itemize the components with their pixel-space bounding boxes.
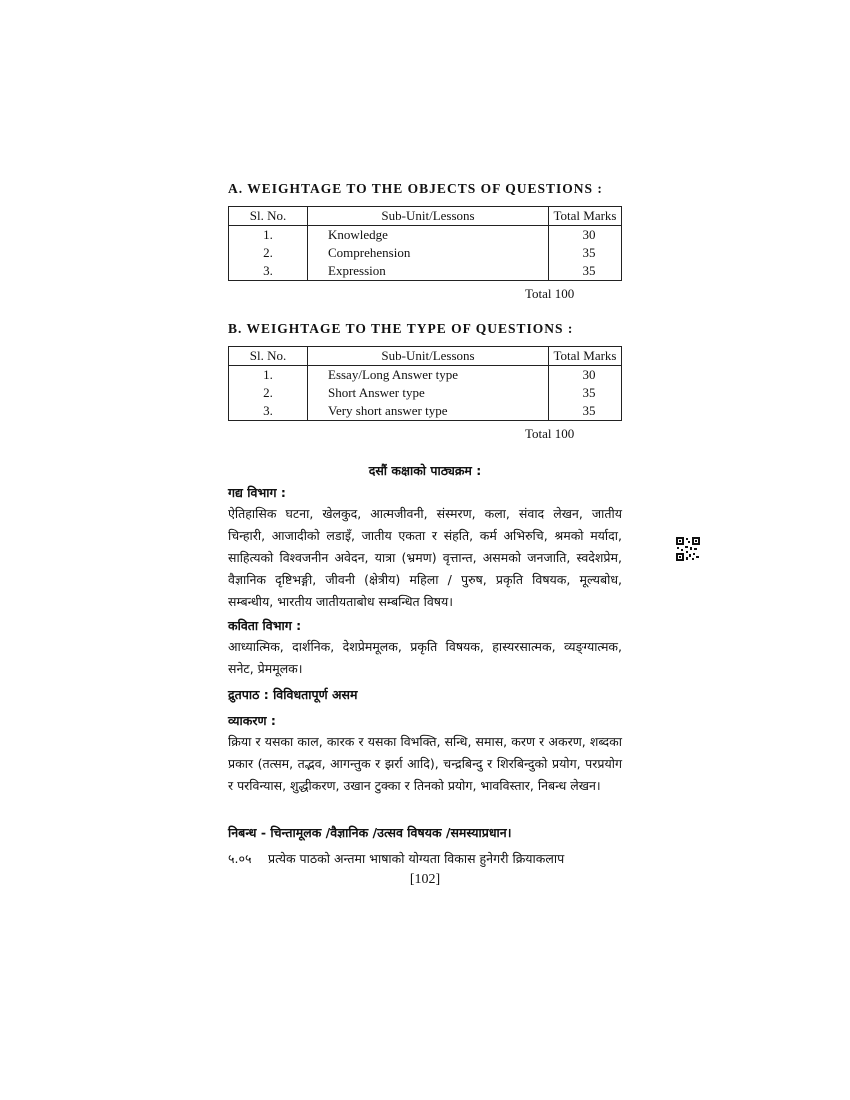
cell-sl-no: 2.: [229, 384, 308, 402]
rapid-reader-line: द्रुतपाठ : विविधतापूर्ण असम: [228, 687, 358, 702]
table-row: [229, 262, 622, 281]
cell-sl-no: 3.: [229, 402, 308, 421]
poetry-section-heading: कविता विभाग :: [228, 618, 302, 633]
poetry-section-text: आध्यात्मिक, दार्शनिक, देशप्रेममूलक, प्रकृति विषयक, हास्यरसात्मक, व्यङ्ग्यात्मक, सनेट, प्रेममूलक।: [228, 639, 622, 676]
table-row: [229, 366, 622, 385]
cell-marks: 35: [549, 402, 622, 421]
cell-marks: 35: [549, 244, 622, 262]
syllabus-heading: दसौं कक्षाको पाठ्यक्रम :: [368, 463, 482, 478]
cell-marks: 30: [549, 226, 622, 245]
table-row: [229, 384, 622, 402]
cell-marks: 30: [549, 366, 622, 385]
prose-section-heading: गद्य विभाग :: [228, 485, 286, 500]
cell-marks: 35: [549, 262, 622, 281]
col-header-sub-unit: Sub-Unit/Lessons: [308, 207, 549, 226]
cell-lesson: Very short answer type: [308, 402, 549, 421]
section-b-total: Total 100: [525, 426, 575, 441]
cell-lesson: Essay/Long Answer type: [308, 366, 549, 385]
col-header-total-marks: Total Marks: [549, 207, 622, 226]
table-row: [229, 226, 622, 245]
col-header-sl-no: Sl. No.: [229, 347, 308, 366]
cell-marks: 35: [549, 384, 622, 402]
clause-number: ५.०५: [228, 851, 252, 866]
cell-lesson: Knowledge: [308, 226, 549, 245]
page-number: [102]: [409, 872, 441, 887]
section-b-title: B. WEIGHTAGE TO THE TYPE OF QUESTIONS :: [228, 321, 574, 336]
cell-lesson: Expression: [308, 262, 549, 281]
type-weightage-table: [228, 346, 622, 421]
grammar-section-heading: व्याकरण :: [228, 713, 276, 728]
cell-lesson: Comprehension: [308, 244, 549, 262]
col-header-sl-no: Sl. No.: [229, 207, 308, 226]
section-a-title: A. WEIGHTAGE TO THE OBJECTS OF QUESTIONS :: [228, 181, 603, 196]
objects-weightage-table: [228, 206, 622, 281]
table-row: [229, 244, 622, 262]
cell-sl-no: 1.: [229, 366, 308, 385]
essay-line: निबन्ध - चिन्तामूलक /वैज्ञानिक /उत्सव विषयक /समस्याप्रधान।: [228, 825, 512, 840]
table-header-row: [229, 347, 622, 366]
activity-text: प्रत्येक पाठको अन्तमा भाषाको योग्यता विकास हुनेगरी क्रियाकलाप: [268, 851, 565, 866]
col-header-total-marks: Total Marks: [549, 347, 622, 366]
cell-lesson: Short Answer type: [308, 384, 549, 402]
activity-line: [228, 848, 622, 870]
table-header-row: [229, 207, 622, 226]
grammar-section-text: क्रिया र यसका काल, कारक र यसका विभक्ति, सन्धि, समास, करण र अकरण, शब्दका प्रकार (तत्सम, तद्भव, आगन्तुक र झर्रा आदि), चन्द्रबिन्दु र शिरबिन्दुको प्रयोग, परप्रयोग र परविन्यास, शुद्धीकरण, उखान टुक्का र तिनको प्रयोग, भावविस्तार, निबन्ध लेखन।: [228, 734, 622, 793]
qr-code-icon: [676, 537, 700, 561]
section-a-total: Total 100: [525, 286, 575, 301]
col-header-sub-unit: Sub-Unit/Lessons: [308, 347, 549, 366]
cell-sl-no: 1.: [229, 226, 308, 245]
cell-sl-no: 2.: [229, 244, 308, 262]
table-row: [229, 402, 622, 421]
cell-sl-no: 3.: [229, 262, 308, 281]
prose-section-text: ऐतिहासिक घटना, खेलकुद, आत्मजीवनी, संस्मरण, कला, संवाद लेखन, जातीय चिन्हारी, आजादीको लडाइँ, जातीय एकता र संहति, कर्म अभिरुचि, श्रमको मर्यादा, साहित्यको विश्वजनीन अवेदन, यात्रा (भ्रमण) वृत्तान्त, असमको जनजाति, स्वदेशप्रेम, वैज्ञानिक दृष्टिभङ्गी, जीवनी (क्षेत्रीय) महिला / पुरुष, प्रकृति विषयक, मूल्यबोध, सम्बन्धीय, भारतीय जातीयताबोध सम्बन्धित विषय।: [228, 506, 622, 609]
